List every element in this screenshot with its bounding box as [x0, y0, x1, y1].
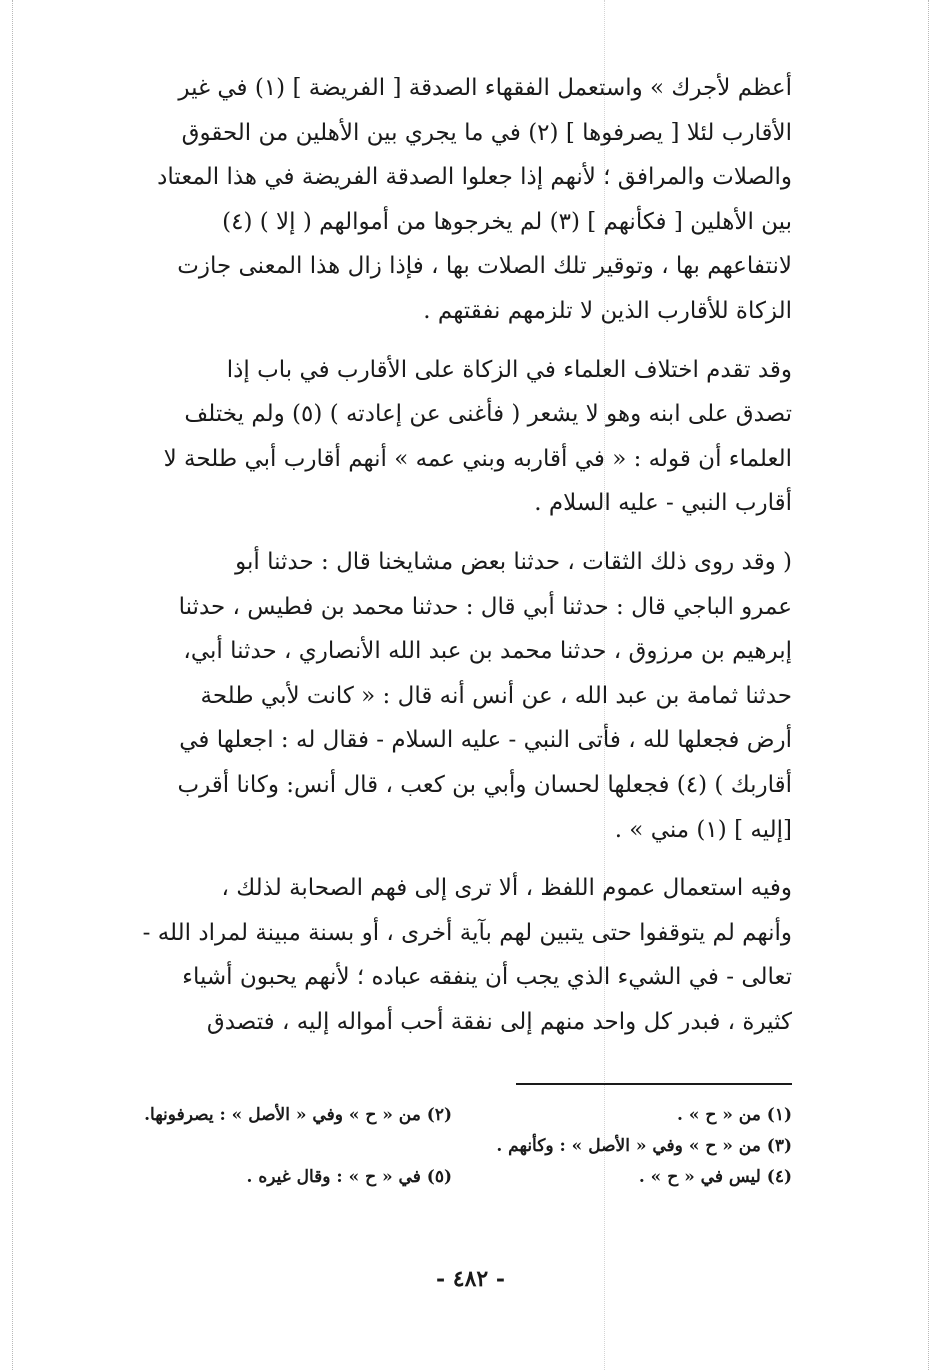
text-line: العلماء أن قوله : « في أقاربه وبني عمه » أنهم أقارب أبي طلحة لا [163, 445, 792, 472]
paragraph-1 [110, 66, 792, 334]
footnote-separator [516, 1083, 792, 1085]
text-line: أقاربك ) (٤) فجعلها لحسان وأبي بن كعب ، قال أنس: وكانا أقرب [177, 771, 792, 798]
footnote: (٥) في « ح » : وقال غيره . [246, 1167, 452, 1187]
scan-margin-right [928, 0, 929, 1370]
text-line: كثيرة ، فبدر كل واحد منهم إلى نفقة أحب أمواله إليه ، فتصدق [206, 1008, 792, 1035]
paragraph-4 [110, 866, 792, 1044]
footnote: (٤) ليس في « ح » . [638, 1167, 792, 1187]
footnote: (٢) من « ح » وفي « الأصل » : يصرفونها. [144, 1105, 452, 1125]
text-line: وقد تقدم اختلاف العلماء في الزكاة على الأقارب في باب إذا [226, 356, 792, 383]
text-line: إبرهيم بن مرزوق ، حدثنا محمد بن عبد الله الأنصاري ، حدثنا أبي، [183, 638, 792, 665]
footnotes [110, 1100, 792, 1193]
text-line: عمرو الباجي قال : حدثنا أبي قال : حدثنا محمد بن فطيس ، حدثنا [178, 593, 792, 620]
text-line: الزكاة للأقارب الذين لا تلزمهم نفقتهم . [423, 297, 792, 324]
footnote [112, 1131, 452, 1162]
paragraph-2 [110, 348, 792, 526]
text-line: أقارب النبي - عليه السلام . [534, 490, 792, 517]
footnote: (١) من « ح » . [676, 1105, 792, 1125]
text-line: تعالى - في الشيء الذي يجب أن ينفقه عباده ؛ لأنهم يحبون أشياء [182, 964, 792, 991]
text-line: [إليه ] (١) مني » . [614, 816, 792, 843]
text-line: أرض فجعلها لله ، فأتى النبي - عليه السلام - فقال له : اجعلها في [179, 727, 792, 754]
scan-margin-left [12, 0, 13, 1370]
main-text [110, 66, 792, 1044]
page-number: - ٤٨٢ - [435, 1266, 506, 1292]
text-line: وأنهم لم يتوقفوا حتى يتبين لهم بآية أخرى ، أو بسنة مبينة لمراد الله - [142, 919, 792, 946]
text-line: ( وقد روى ذلك الثقات ، حدثنا بعض مشايخنا قال : حدثنا أبو [235, 548, 792, 575]
text-line: الأقارب لئلا [ يصرفوها ] (٢) في ما يجري بين الأهلين من الحقوق [181, 119, 792, 146]
text-line: لانتفاعهم بها ، وتوقير تلك الصلات بها ، فإذا زال هذا المعنى جازت [177, 253, 792, 280]
text-line: تصدق على ابنه وهو لا يشعر ( فأغنى عن إعادته ) (٥) ولم يختلف [184, 401, 792, 428]
text-line: والصلات والمرافق ؛ لأنهم إذا جعلوا الصدقة الفريضة في هذا المعتاد [157, 164, 792, 191]
text-line: وفيه استعمال عموم اللفظ ، ألا ترى إلى فهم الصحابة لذلك ، [221, 875, 792, 902]
text-line: أعظم لأجرك » واستعمل الفقهاء الصدقة [ الفريضة ] (١) في غير [178, 75, 792, 101]
text-line: حدثنا ثمامة بن عبد الله ، عن أنس أنه قال : « كانت لأبي طلحة [200, 682, 792, 709]
footnote-row [110, 1162, 792, 1193]
text-line: بين الأهلين [ فكأنهم ] (٣) لم يخرجوها من أموالهم ( إلا ) (٤) [222, 208, 792, 235]
footnote-row [110, 1131, 792, 1162]
footnote: (٣) من « ح » وفي « الأصل » : وكأنهم . [496, 1136, 792, 1156]
footnote-row [110, 1100, 792, 1131]
paragraph-3 [110, 540, 792, 852]
